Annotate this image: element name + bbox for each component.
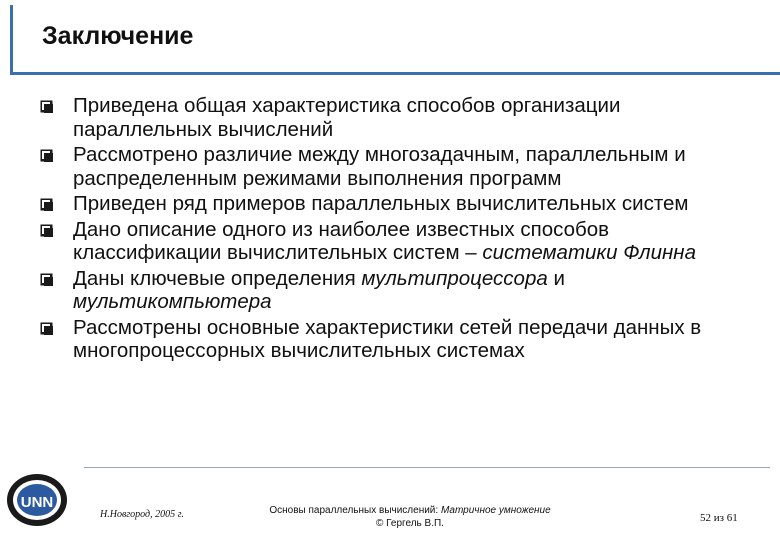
bullet-text: Приведена общая характеристика способов организации параллельных вычислений bbox=[73, 94, 621, 141]
bullet-text: Даны ключевые определения bbox=[73, 266, 362, 290]
bullet-term: систематики Флинна bbox=[482, 241, 696, 264]
footer-course-name: Основы параллельных вычислений: bbox=[269, 505, 441, 516]
bullet-text: Рассмотрено различие между многозадачным, параллельным и распределенным режимами выполнения программ bbox=[73, 143, 686, 190]
footer-location-date: Н.Новгород, 2005 г. bbox=[100, 509, 184, 520]
checkbox-bullet-icon bbox=[40, 198, 53, 211]
checkbox-bullet-icon bbox=[40, 100, 53, 113]
bullet-text: Приведен ряд примеров параллельных вычислительных систем bbox=[73, 192, 689, 215]
bullet-term: мультипроцессора bbox=[361, 266, 548, 290]
bullet-text: Рассмотрены основные характеристики сетей передачи данных в многопроцессорных вычислительных системах bbox=[73, 315, 702, 362]
footer-divider bbox=[84, 467, 770, 468]
page-number: 52 из 61 bbox=[700, 512, 738, 524]
bullet-list bbox=[40, 94, 740, 365]
university-logo bbox=[4, 471, 70, 529]
bullet-item bbox=[40, 267, 740, 314]
bullet-item bbox=[40, 143, 740, 190]
bullet-item bbox=[40, 218, 740, 265]
bullet-text: Дано описание одного из наиболее известных способов классификации вычислительных систем – bbox=[73, 217, 610, 264]
bullet-item bbox=[40, 94, 740, 141]
checkbox-bullet-icon bbox=[40, 273, 53, 286]
bullet-item bbox=[40, 316, 740, 363]
bullet-text: и bbox=[547, 266, 565, 290]
checkbox-bullet-icon bbox=[40, 224, 53, 237]
footer-author: © Гергель В.П. bbox=[376, 518, 444, 529]
bullet-item bbox=[40, 192, 740, 216]
footer-course bbox=[230, 504, 590, 530]
slide-title: Заключение bbox=[42, 22, 194, 50]
footer-topic: Матричное умножение bbox=[440, 505, 551, 516]
logo-text: UNN bbox=[20, 494, 54, 511]
checkbox-bullet-icon bbox=[40, 149, 53, 162]
checkbox-bullet-icon bbox=[40, 322, 53, 335]
bullet-term: мультикомпьютера bbox=[73, 290, 272, 313]
